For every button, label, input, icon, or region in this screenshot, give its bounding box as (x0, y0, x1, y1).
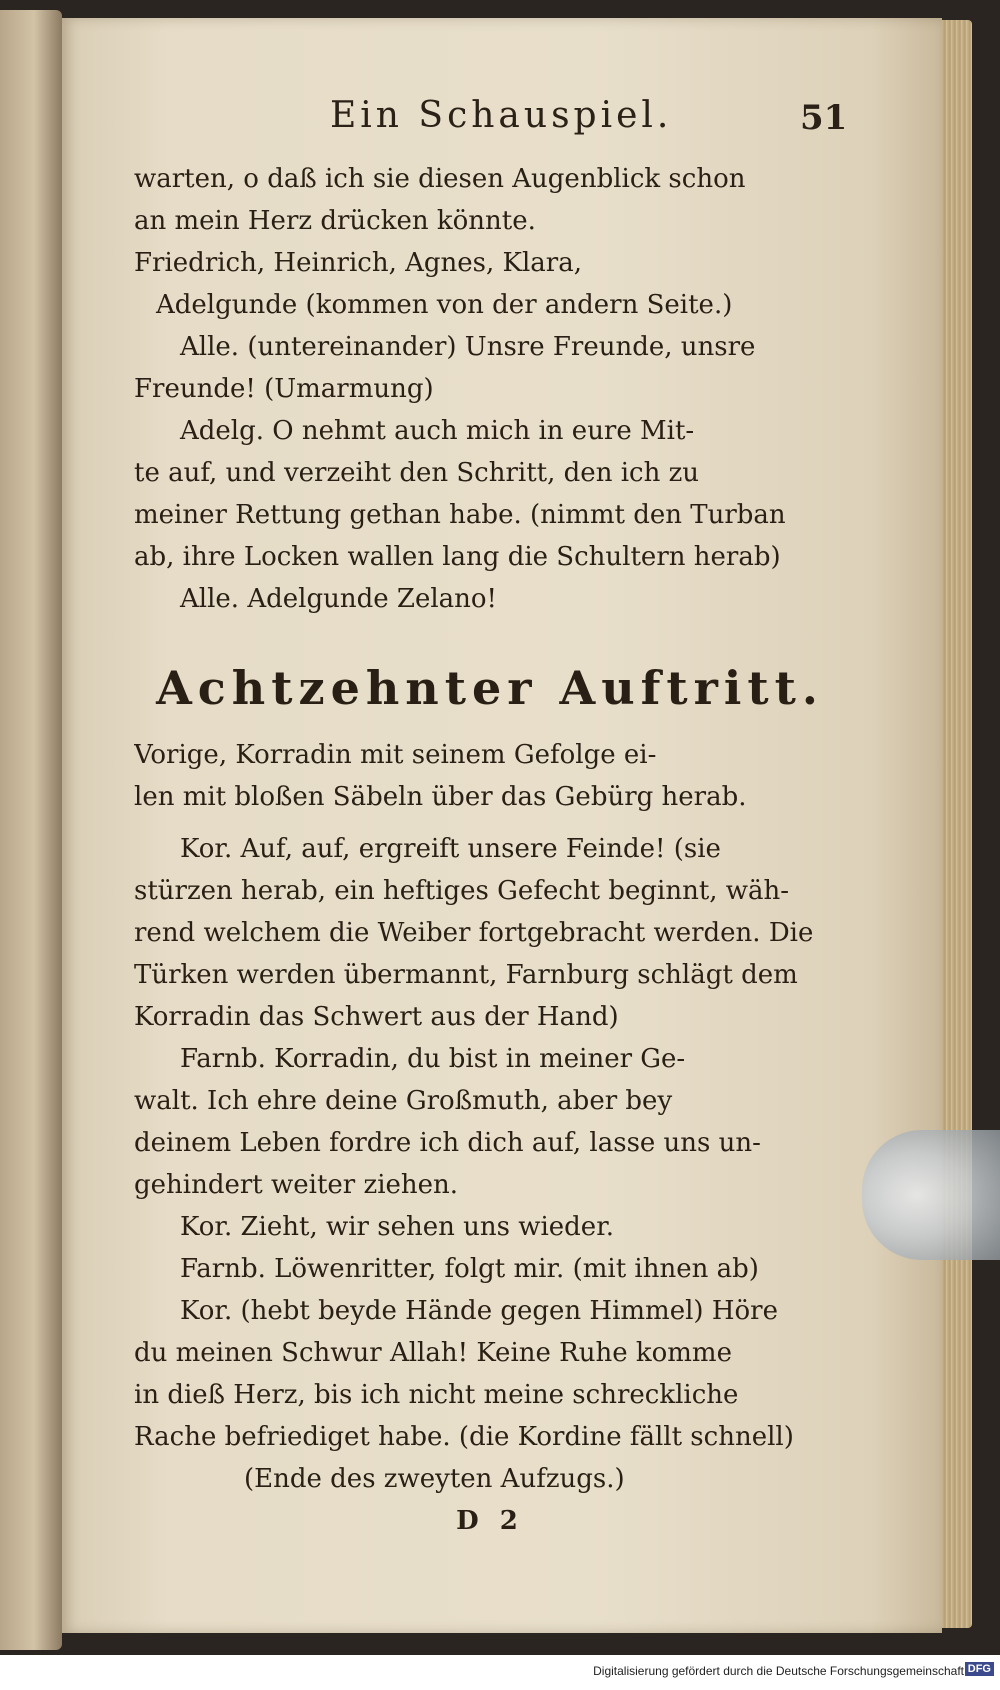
stage-direction-block (134, 734, 846, 818)
text-line: Türken werden übermannt, Farnburg schlägt dem (134, 960, 798, 990)
text-line: meiner Rettung gethan habe. (nimmt den Turban (134, 500, 786, 530)
text-line: Freunde! (Umarmung) (134, 374, 434, 404)
text-line: ab, ihre Locken wallen lang die Schultern herab) (134, 542, 781, 572)
text-line: Adelg. O nehmt auch mich in eure Mit- (180, 416, 695, 446)
text-line: Kor. (hebt beyde Hände gegen Himmel) Höre (180, 1296, 778, 1326)
text-line: Korradin das Schwert aus der Hand) (134, 1002, 619, 1032)
text-line: te auf, und verzeiht den Schritt, den ich zu (134, 458, 700, 488)
text-line: Kor. Zieht, wir sehen uns wieder. (180, 1212, 615, 1242)
text-line: Alle. Adelgunde Zelano! (180, 584, 497, 614)
text-line: in dieß Herz, bis ich nicht meine schreckliche (134, 1380, 739, 1410)
page-clip (862, 1130, 1000, 1260)
text-block-2 (134, 828, 846, 1500)
text-line: deinem Leben fordre ich dich auf, lasse uns un- (134, 1128, 761, 1158)
page-text (134, 158, 846, 1542)
text-block-1 (134, 158, 846, 620)
text-line: Kor. Auf, auf, ergreift unsere Feinde! (sie (180, 834, 721, 864)
footer-credit: Digitalisierung gefördert durch die Deutsche Forschungsgemeinschaft (593, 1664, 964, 1678)
text-line: Friedrich, Heinrich, Agnes, Klara, (134, 248, 582, 278)
text-line: stürzen herab, ein heftiges Gefecht beginnt, wäh- (134, 876, 790, 906)
page-stack-edge (942, 20, 972, 1628)
text-line: Alle. (untereinander) Unsre Freunde, unsre (180, 332, 756, 362)
text-line: walt. Ich ehre deine Großmuth, aber bey (134, 1086, 673, 1116)
text-line: warten, o daß ich sie diesen Augenblick schon (134, 164, 746, 194)
text-line: Farnb. Löwenritter, folgt mir. (mit ihnen ab) (180, 1254, 759, 1284)
running-header: Ein Schauspiel. (330, 95, 673, 136)
text-line: (Ende des zweyten Aufzugs.) (244, 1464, 625, 1494)
text-line: Farnb. Korradin, du bist in meiner Ge- (180, 1044, 686, 1074)
signature-mark: D 2 (456, 1506, 524, 1536)
left-page-edge (0, 10, 62, 1650)
text-line: an mein Herz drücken könnte. (134, 206, 536, 236)
text-line: len mit bloßen Säbeln über das Gebürg herab. (134, 782, 747, 812)
text-line: gehindert weiter ziehen. (134, 1170, 459, 1200)
dfg-logo: DFG (965, 1662, 994, 1676)
text-line: rend welchem die Weiber fortgebracht werden. Die (134, 918, 814, 948)
text-line: Rache befriediget habe. (die Kordine fällt schnell) (134, 1422, 794, 1452)
scene-heading: Achtzehnter Auftritt. (156, 661, 824, 715)
text-line: Vorige, Korradin mit seinem Gefolge ei- (134, 740, 657, 770)
page-number: 51 (800, 98, 848, 138)
text-line: Adelgunde (kommen von der andern Seite.) (156, 290, 733, 320)
text-line: du meinen Schwur Allah! Keine Ruhe komme (134, 1338, 732, 1368)
